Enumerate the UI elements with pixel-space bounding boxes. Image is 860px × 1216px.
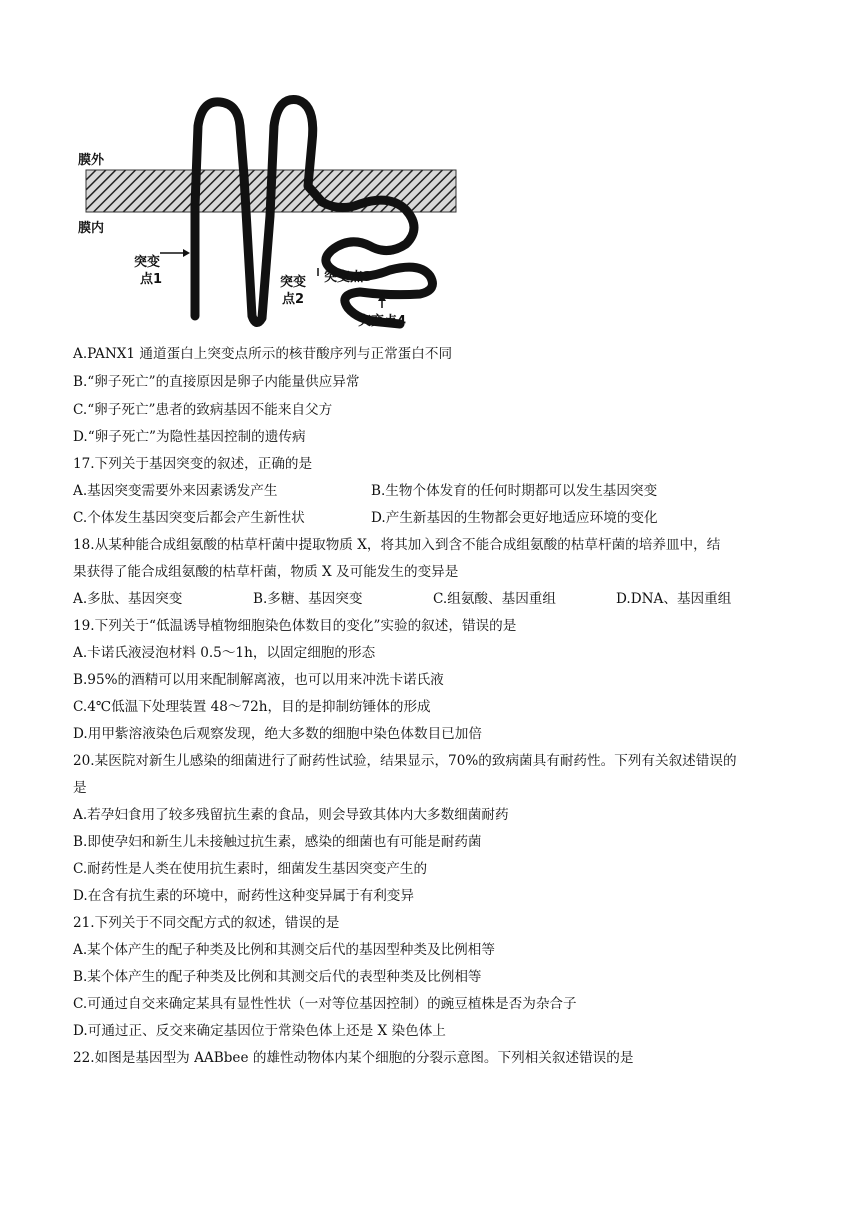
q19-option-b: B.95%的酒精可以用来配制解离液，也可以用来冲洗卡诺氏液	[73, 672, 444, 688]
q18-option-c: C.组氨酸、基因重组	[433, 591, 556, 607]
q17-option-d: D.产生新基因的生物都会更好地适应环境的变化	[371, 510, 658, 526]
q19-stem: 19.下列关于“低温诱导植物细胞染色体数目的变化”实验的叙述，错误的是	[73, 618, 517, 634]
q18-option-b: B.多糖、基因突变	[253, 591, 363, 607]
arrowhead-mutation-1	[183, 249, 190, 257]
q17-stem: 17.下列关于基因突变的叙述，正确的是	[73, 456, 313, 472]
q21-stem: 21.下列关于不同交配方式的叙述，错误的是	[73, 915, 340, 931]
q19-option-a: A.卡诺氏液浸泡材料 0.5～1h，以固定细胞的形态	[73, 645, 376, 661]
label-mutation-1-line1: 突变	[134, 255, 161, 270]
q17-option-c: C.个体发生基因突变后都会产生新性状	[73, 510, 305, 526]
q21-option-b: B.某个体产生的配子种类及比例和其测交后代的表型种类及比例相等	[73, 969, 482, 985]
membrane-protein-figure	[70, 86, 470, 338]
q17-option-a: A.基因突变需要外来因素诱发产生	[73, 483, 278, 499]
q16-option-d: D.“卵子死亡”为隐性基因控制的遗传病	[73, 429, 306, 445]
q16-option-a: A.PANX1 通道蛋白上突变点所示的核苷酸序列与正常蛋白不同	[73, 346, 453, 362]
label-mutation-3: 突变点3	[324, 270, 373, 285]
q19-option-d: D.用甲紫溶液染色后观察发现，绝大多数的细胞中染色体数目已加倍	[73, 726, 482, 742]
label-inside: 膜内	[78, 221, 105, 236]
q16-option-b: B.“卵子死亡”的直接原因是卵子内能量供应异常	[73, 374, 360, 390]
label-mutation-4: 突变点4	[358, 314, 407, 329]
label-outside: 膜外	[78, 153, 105, 168]
label-mutation-1-line2: 点1	[140, 272, 163, 287]
q20-option-b: B.即使孕妇和新生儿未接触过抗生素，感染的细菌也有可能是耐药菌	[73, 834, 482, 850]
q21-option-d: D.可通过正、反交来确定基因位于常染色体上还是 X 染色体上	[73, 1023, 446, 1039]
q19-option-c: C.4℃低温下处理装置 48～72h，目的是抑制纺锤体的形成	[73, 699, 431, 715]
q21-option-c: C.可通过自交来确定某具有显性性状（一对等位基因控制）的豌豆植株是否为杂合子	[73, 996, 577, 1012]
label-mutation-2-line2: 点2	[282, 292, 305, 307]
label-mutation-2-line1: 突变	[280, 275, 307, 290]
q20-stem-line1: 20.某医院对新生儿感染的细菌进行了耐药性试验，结果显示，70%的致病菌具有耐药性。下列有关叙述错误的	[73, 753, 737, 769]
q20-option-c: C.耐药性是人类在使用抗生素时，细菌发生基因突变产生的	[73, 861, 428, 877]
q16-option-c: C.“卵子死亡”患者的致病基因不能来自父方	[73, 402, 333, 418]
q18-option-d: D.DNA、基因重组	[616, 591, 732, 607]
q20-option-a: A.若孕妇食用了较多残留抗生素的食品，则会导致其体内大多数细菌耐药	[73, 807, 509, 823]
q21-option-a: A.某个体产生的配子种类及比例和其测交后代的基因型种类及比例相等	[73, 942, 495, 958]
q18-option-a: A.多肽、基因突变	[73, 591, 183, 607]
q20-option-d: D.在含有抗生素的环境中，耐药性这种变异属于有利变异	[73, 888, 414, 904]
q18-stem-line2: 果获得了能合成组氨酸的枯草杆菌，物质 X 及可能发生的变异是	[73, 564, 459, 580]
q20-stem-line2: 是	[73, 780, 87, 796]
q18-stem-line1: 18.从某种能合成组氨酸的枯草杆菌中提取物质 X，将其加入到含不能合成组氨酸的枯草杆菌的培养皿中，结	[73, 537, 721, 553]
q17-option-b: B.生物个体发育的任何时期都可以发生基因突变	[371, 483, 658, 499]
q22-stem: 22.如图是基因型为 AABbee 的雄性动物体内某个细胞的分裂示意图。下列相关叙述错误的是	[73, 1050, 634, 1066]
